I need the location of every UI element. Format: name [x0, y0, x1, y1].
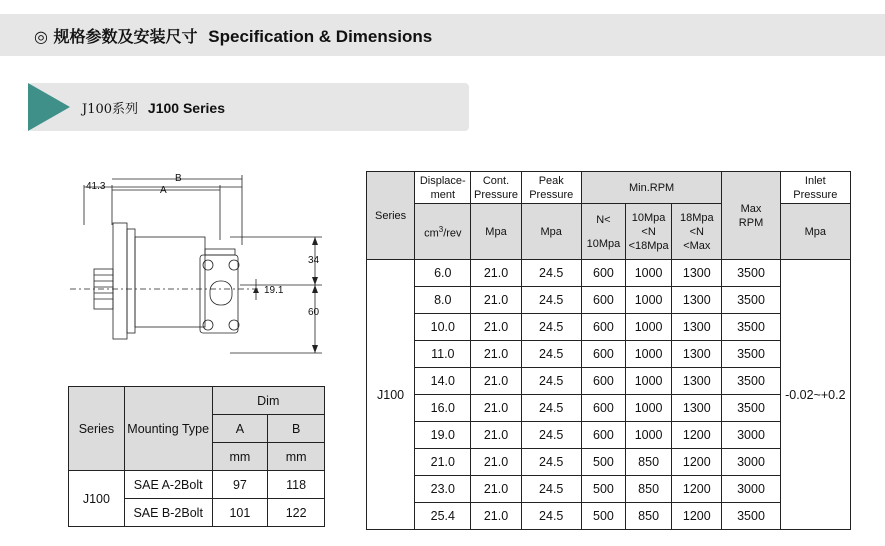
cell-disp: 16.0 [415, 395, 471, 422]
cell-disp: 11.0 [415, 341, 471, 368]
header-series: Series [367, 172, 415, 260]
table-row [367, 287, 851, 314]
header-a: A [212, 415, 268, 443]
table-row [367, 314, 851, 341]
series-banner [28, 83, 469, 131]
page-title-en: Specification & Dimensions [208, 27, 433, 46]
cell-cont: 21.0 [471, 476, 521, 503]
cell-r1: 600 [581, 395, 625, 422]
cell-r2: 850 [626, 503, 672, 530]
header-unit-b: mm [268, 443, 325, 471]
cell-r1: 600 [581, 314, 625, 341]
header-unit-peak: Mpa [521, 204, 581, 260]
cell-r3: 1200 [672, 449, 722, 476]
header-b: B [268, 415, 325, 443]
cell-r3: 1300 [672, 368, 722, 395]
cell-disp: 25.4 [415, 503, 471, 530]
cell-r1: 600 [581, 368, 625, 395]
cell-r3: 1300 [672, 341, 722, 368]
cell-r2: 1000 [626, 422, 672, 449]
header-min-rpm: Min.RPM [581, 172, 722, 204]
cell-peak: 24.5 [521, 503, 581, 530]
cell-peak: 24.5 [521, 395, 581, 422]
specification-table [366, 171, 851, 530]
header-inlet-pressure: Inlet Pressure [780, 172, 850, 204]
cell-r1: 500 [581, 449, 625, 476]
cell-disp: 23.0 [415, 476, 471, 503]
dim-a-cell: 101 [212, 499, 268, 527]
dim-a-label: A [160, 185, 167, 196]
table-row [367, 341, 851, 368]
cell-disp: 21.0 [415, 449, 471, 476]
header-dim: Dim [212, 387, 324, 415]
cell-disp: 8.0 [415, 287, 471, 314]
series-cell: J100 [367, 260, 415, 530]
cell-r3: 1200 [672, 476, 722, 503]
mounting-dimension-table [68, 386, 325, 527]
table-row [69, 471, 325, 499]
cell-max: 3000 [722, 422, 780, 449]
series-label-cn: J100系列 [82, 102, 139, 117]
cell-r2: 1000 [626, 314, 672, 341]
cell-disp: 6.0 [415, 260, 471, 287]
cell-r2: 1000 [626, 368, 672, 395]
cell-r1: 600 [581, 422, 625, 449]
cell-max: 3500 [722, 341, 780, 368]
cell-r2: 1000 [626, 260, 672, 287]
page-title [34, 24, 432, 47]
cell-max: 3500 [722, 287, 780, 314]
pump-dimension-drawing [60, 165, 350, 365]
cell-max: 3500 [722, 260, 780, 287]
cell-r2: 1000 [626, 395, 672, 422]
cell-r2: 850 [626, 476, 672, 503]
header-rpm-col1: N< 10Mpa [581, 204, 625, 260]
dim-b-cell: 122 [268, 499, 325, 527]
dim-a-cell: 97 [212, 471, 268, 499]
header-displacement: Displace- ment [415, 172, 471, 204]
cell-cont: 21.0 [471, 287, 521, 314]
dim-41-3-label: 41.3 [86, 181, 106, 192]
header-rpm-col3: 18Mpa <N <Max [672, 204, 722, 260]
inlet-pressure-cell: -0.02~+0.2 [780, 260, 850, 530]
dim-19-1-label: 19.1 [264, 285, 284, 296]
cell-cont: 21.0 [471, 449, 521, 476]
cell-cont: 21.0 [471, 260, 521, 287]
cell-r1: 500 [581, 503, 625, 530]
table-row [367, 395, 851, 422]
cell-disp: 10.0 [415, 314, 471, 341]
cell-r3: 1200 [672, 422, 722, 449]
cell-max: 3000 [722, 449, 780, 476]
cell-max: 3500 [722, 395, 780, 422]
header-unit-displacement: $cm^3$/rev [415, 204, 471, 260]
dim-34-label: 34 [308, 255, 320, 266]
cell-peak: 24.5 [521, 287, 581, 314]
cell-peak: 24.5 [521, 449, 581, 476]
cell-r1: 600 [581, 260, 625, 287]
page-header [0, 14, 885, 56]
header-peak-pressure: Peak Pressure [521, 172, 581, 204]
cell-peak: 24.5 [521, 314, 581, 341]
cell-r1: 600 [581, 341, 625, 368]
cell-r3: 1300 [672, 260, 722, 287]
cell-r2: 850 [626, 449, 672, 476]
series-cell: J100 [69, 471, 125, 527]
cell-cont: 21.0 [471, 368, 521, 395]
series-label-en: J100 Series [147, 100, 225, 116]
mounting-cell: SAE A-2Bolt [124, 471, 212, 499]
cell-r1: 500 [581, 476, 625, 503]
page-title-cn: ◎ 规格参数及安装尺寸 [34, 27, 198, 46]
cell-disp: 19.0 [415, 422, 471, 449]
cell-max: 3500 [722, 368, 780, 395]
table-row [367, 449, 851, 476]
cell-peak: 24.5 [521, 422, 581, 449]
cell-max: 3500 [722, 503, 780, 530]
dim-b-label: B [175, 173, 182, 184]
table-row [367, 368, 851, 395]
header-mounting-type: Mounting Type [124, 387, 212, 471]
dim-b-cell: 118 [268, 471, 325, 499]
table-row [367, 422, 851, 449]
header-rpm-col2: 10Mpa <N <18Mpa [626, 204, 672, 260]
cell-cont: 21.0 [471, 503, 521, 530]
cell-peak: 24.5 [521, 341, 581, 368]
cell-r2: 1000 [626, 341, 672, 368]
cell-cont: 21.0 [471, 395, 521, 422]
header-series: Series [69, 387, 125, 471]
cell-max: 3500 [722, 314, 780, 341]
header-cont-pressure: Cont. Pressure [471, 172, 521, 204]
cell-r2: 1000 [626, 287, 672, 314]
table-row [367, 476, 851, 503]
header-max-rpm: Max RPM [722, 172, 780, 260]
cell-cont: 21.0 [471, 341, 521, 368]
table-row [367, 260, 851, 287]
table-row [367, 503, 851, 530]
cell-disp: 14.0 [415, 368, 471, 395]
cell-peak: 24.5 [521, 368, 581, 395]
header-unit-a: mm [212, 443, 268, 471]
series-banner-label [82, 98, 225, 117]
triangle-arrow-icon [28, 83, 70, 131]
cell-peak: 24.5 [521, 476, 581, 503]
mounting-cell: SAE B-2Bolt [124, 499, 212, 527]
cell-r1: 600 [581, 287, 625, 314]
cell-cont: 21.0 [471, 422, 521, 449]
cell-max: 3000 [722, 476, 780, 503]
cell-r3: 1200 [672, 503, 722, 530]
header-unit-inlet: Mpa [780, 204, 850, 260]
cell-r3: 1300 [672, 395, 722, 422]
cell-r3: 1300 [672, 314, 722, 341]
cell-peak: 24.5 [521, 260, 581, 287]
cell-r3: 1300 [672, 287, 722, 314]
dim-60-label: 60 [308, 307, 320, 318]
header-unit-cont: Mpa [471, 204, 521, 260]
cell-cont: 21.0 [471, 314, 521, 341]
